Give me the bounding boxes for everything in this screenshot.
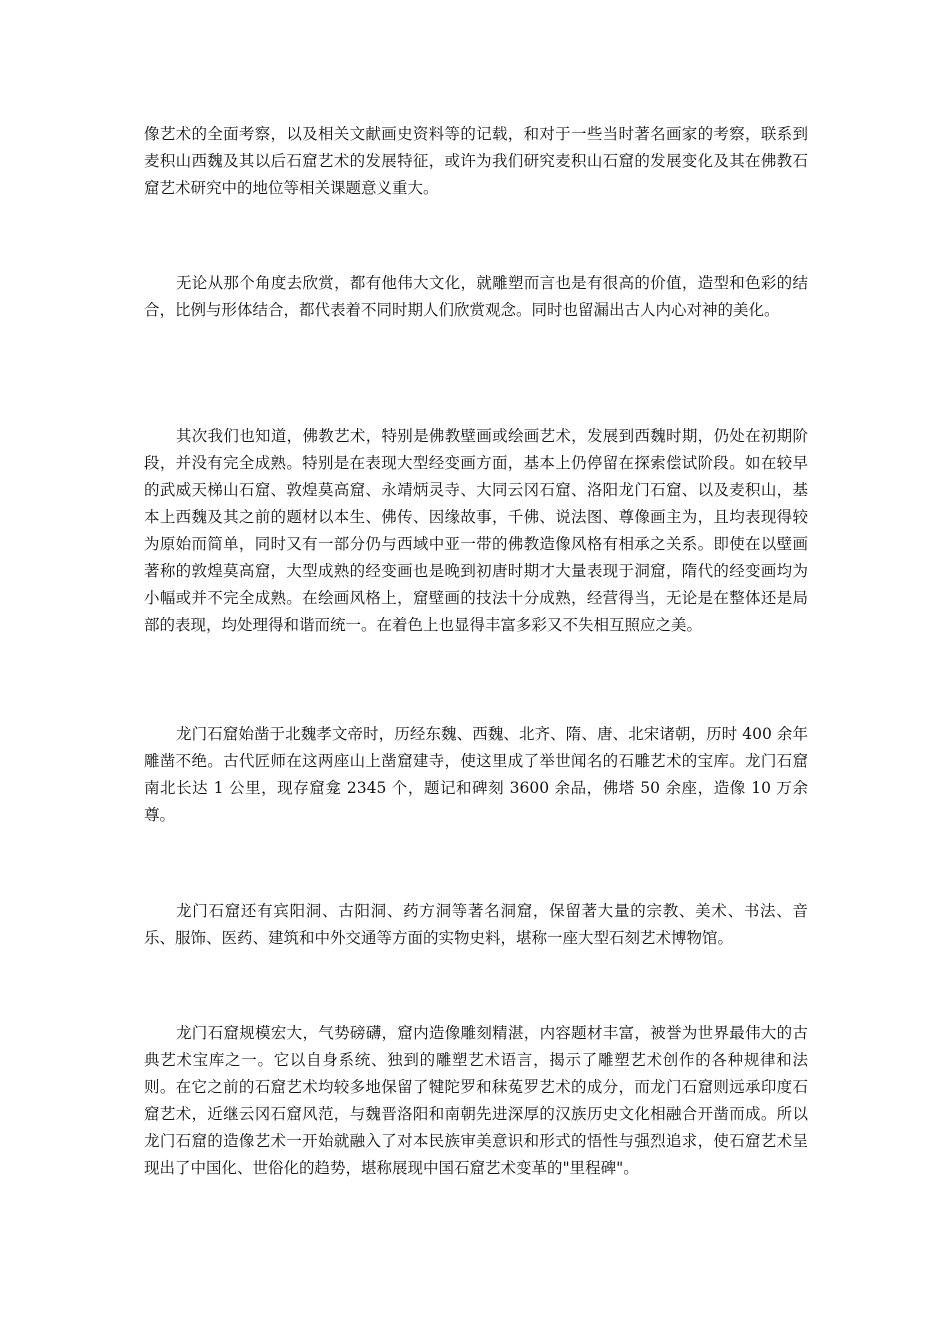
paragraph-longmen-caves: 龙门石窟还有宾阳洞、古阳洞、药方洞等著名洞窟，保留著大量的宗教、美术、书法、音乐、服饰、医药、建筑和中外交通等方面的实物史料，堪称一座大型石刻艺术博物馆。 [144,902,808,947]
paragraph-longmen-significance: 龙门石窟规模宏大，气势磅礴，窟内造像雕刻精湛，内容题材丰富，被誉为世界最伟大的古典艺术宝库之一。它以自身系统、独到的雕塑艺术语言，揭示了雕塑艺术创作的各种规律和法则。在它之前的石窟艺术均较多地保留了犍陀罗和秣菟罗艺术的成分，而龙门石窟则远承印度石窟艺术，近继云冈石窟风范，与魏晋洛阳和南朝先进深厚的汉族历史文化相融合开凿而成。所以龙门石窟的造像艺术一开始就融入了对本民族审美意识和形式的悟性与强烈追求，使石窟艺术呈现出了中国化、世俗化的趋势，堪称展现中国石窟艺术变革的"里程碑"。 [144,1024,808,1177]
paragraph-longmen-history: 龙门石窟始凿于北魏孝文帝时，历经东魏、西魏、北齐、隋、唐、北宋诸朝，历时 400 余年雕凿不绝。古代匠师在这两座山上凿窟建寺，使这里成了举世闻名的石雕艺术的宝库。龙门石窟南北长达 1 公里，现存窟龛 2345 个，题记和碑刻 3600 余品，佛塔 50 余座，造像 10 万余尊。 [144,725,808,824]
paragraph-continuation: 像艺术的全面考察，以及相关文献画史资料等的记载，和对于一些当时著名画家的考察，联系到麦积山西魏及其以后石窟艺术的发展特征，或许为我们研究麦积山石窟的发展变化及其在佛教石窟艺术研究中的地位等相关课题意义重大。 [144,125,808,197]
paragraph-appreciation: 无论从那个角度去欣赏，都有他伟大文化，就雕塑而言也是有很高的价值，造型和色彩的结合，比例与形体结合，都代表着不同时期人们欣赏观念。同时也留漏出古人内心对神的美化。 [144,274,808,319]
paragraph-buddhist-art: 其次我们也知道，佛教艺术，特别是佛教壁画或绘画艺术，发展到西魏时期，仍处在初期阶段，并没有完全成熟。特别是在表现大型经变画方面，基本上仍停留在探索偿试阶段。如在较早的武威天梯山石窟、敦煌莫高窟、永靖炳灵寺、大同云冈石窟、洛阳龙门石窟、以及麦积山，基本上西魏及其之前的题材以本生、佛传、因缘故事，千佛、说法图、尊像画主为，且均表现得较为原始而简单，同时又有一部分仍与西域中亚一带的佛教造像风格有相承之关系。即使在以壁画著称的敦煌莫高窟，大型成熟的经变画也是晚到初唐时期才大量表现于洞窟，隋代的经变画均为小幅或并不完全成熟。在绘画风格上，窟壁画的技法十分成熟，经营得当，无论是在整体还是局部的表现，均处理得和谐而统一。在着色上也显得丰富多彩又不失相互照应之美。 [144,427,808,634]
